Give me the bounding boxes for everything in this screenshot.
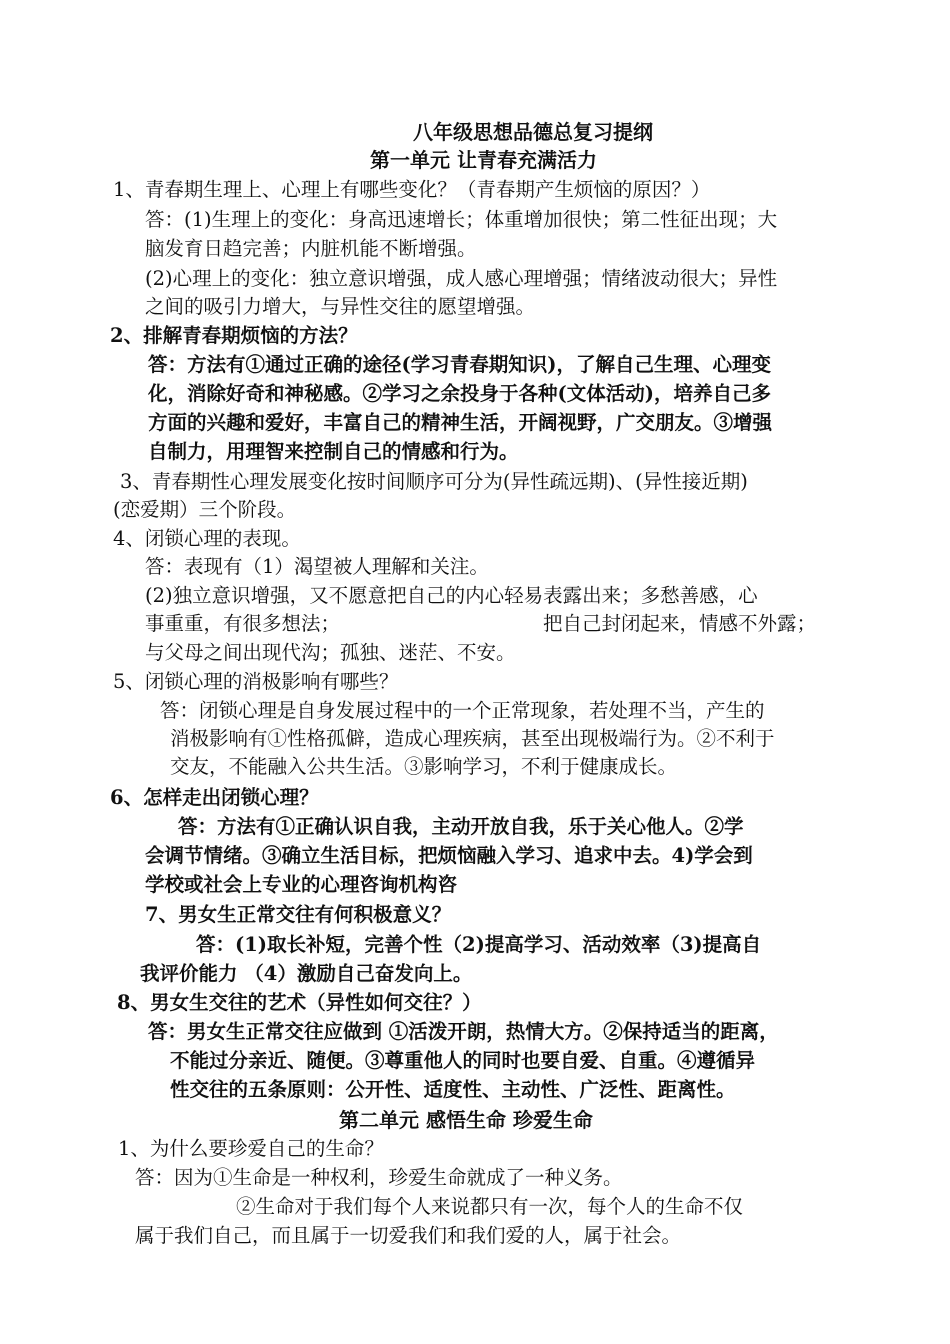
unit1-heading: 第一单元 让青春充满活力 — [370, 148, 597, 172]
unit1-q1-answer-line: 之间的吸引力增大，与异性交往的愿望增强。 — [145, 295, 536, 318]
unit1-q6-answer-line: 学校或社会上专业的心理咨询机构咨 — [145, 873, 458, 896]
unit1-q5-question: 5、闭锁心理的消极影响有哪些？ — [113, 670, 399, 693]
unit2-q1-question: 1、为什么要珍爱自己的生命？ — [118, 1137, 384, 1160]
unit1-q2-answer-line: 答：方法有①通过正确的途径(学习青春期知识)，了解自己生理、心理变 — [148, 353, 771, 376]
unit1-q6-answer-line: 会调节情绪。③确立生活目标，把烦恼融入学习、追求中去。4)学会到 — [145, 844, 753, 867]
unit1-q1-answer-line: 答：(1)生理上的变化：身高迅速增长；体重增加很快；第二性征出现；大 — [145, 208, 778, 231]
unit1-q5-answer-line: 答：闭锁心理是自身发展过程中的一个正常现象，若处理不当，产生的 — [160, 699, 765, 722]
unit2-heading: 第二单元 感悟生命 珍爱生命 — [339, 1108, 593, 1132]
unit1-q7-question: 7、男女生正常交往有何积极意义？ — [145, 903, 452, 926]
unit1-q4-question: 4、闭锁心理的表现。 — [113, 527, 301, 550]
unit1-q7-answer-line: 答：(1)取长补短，完善个性（2)提高学习、活动效率（3)提高自 — [196, 933, 762, 956]
unit2-q1-answer-line: 属于我们自己，而且属于一切爱我们和我们爱的人，属于社会。 — [135, 1224, 682, 1247]
document-title: 八年级思想品德总复习提纲 — [413, 120, 653, 144]
unit1-q4-answer-line: 答：表现有（1）渴望被人理解和关注。 — [145, 555, 489, 578]
unit1-q4-answer-line: 事重重，有很多想法； — [145, 612, 341, 635]
unit1-q5-answer-line: 交友，不能融入公共生活。③影响学习，不利于健康成长。 — [170, 755, 678, 778]
unit2-q1-answer-line: ②生命对于我们每个人来说都只有一次，每个人的生命不仅 — [236, 1195, 744, 1218]
unit1-q6-answer-line: 答：方法有①正确认识自我，主动开放自我，乐于关心他人。②学 — [178, 815, 744, 838]
unit1-q8-answer-line: 不能过分亲近、随便。③尊重他人的同时也要自爱、自重。④遵循异 — [170, 1049, 756, 1072]
unit1-q7-answer-line: 我评价能力 （4）激励自己奋发向上。 — [140, 962, 473, 985]
unit1-q2-answer-line: 化，消除好奇和神秘感。②学习之余投身于各种(文体活动)，培养自己多 — [148, 382, 771, 405]
unit1-q4-answer-line: (2)独立意识增强，又不愿意把自己的内心轻易表露出来；多愁善感，心 — [145, 584, 758, 607]
unit1-q4-answer-line: 与父母之间出现代沟；孤独、迷茫、不安。 — [145, 641, 516, 664]
unit1-q3-line: 3、青春期性心理发展变化按时间顺序可分为(异性疏远期)、(异性接近期) — [120, 470, 748, 493]
unit1-q4-answer-line: 把自己封闭起来，情感不外露； — [543, 612, 817, 635]
unit1-q5-answer-line: 消极影响有①性格孤僻，造成心理疾病，甚至出现极端行为。②不利于 — [170, 727, 775, 750]
unit1-q2-question: 2、排解青春期烦恼的方法？ — [110, 324, 358, 347]
unit1-q6-question: 6、怎样走出闭锁心理？ — [110, 786, 319, 809]
unit1-q2-answer-line: 方面的兴趣和爱好，丰富自己的精神生活，开阔视野，广交朋友。③增强 — [148, 411, 773, 434]
unit2-q1-answer-line: 答：因为①生命是一种权利，珍爱生命就成了一种义务。 — [135, 1166, 623, 1189]
unit1-q8-answer-line: 性交往的五条原则：公开性、适度性、主动性、广泛性、距离性。 — [170, 1078, 736, 1101]
unit1-q1-answer-line: (2)心理上的变化：独立意识增强，成人感心理增强；情绪波动很大；异性 — [145, 267, 778, 290]
unit1-q8-answer-line: 答：男女生正常交往应做到 ①活泼开朗，热情大方。②保持适当的距离， — [148, 1020, 779, 1043]
unit1-q1-question: 1、青春期生理上、心理上有哪些变化？（青春期产生烦恼的原因？） — [113, 178, 711, 201]
unit1-q3-line: (恋爱期）三个阶段。 — [113, 498, 297, 521]
unit1-q2-answer-line: 自制力，用理智来控制自己的情感和行为。 — [148, 440, 519, 463]
unit1-q8-question: 8、男女生交往的艺术（异性如何交往？） — [117, 991, 482, 1014]
unit1-q1-answer-line: 脑发育日趋完善；内脏机能不断增强。 — [145, 237, 477, 260]
